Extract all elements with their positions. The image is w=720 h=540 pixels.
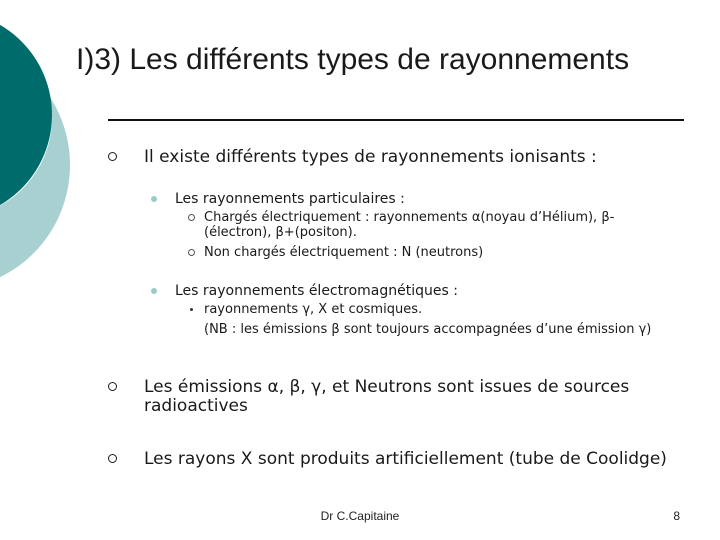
dot-bullet-icon — [151, 196, 157, 202]
item-text: (NB : les émissions β sont toujours accompagnées d’une émission γ) — [204, 322, 652, 337]
small-circle-bullet-icon — [188, 249, 195, 256]
small-dot-bullet-icon — [190, 308, 193, 311]
intro-text: Il existe différents types de rayonnements ionisants : — [144, 147, 597, 167]
title-underline — [108, 119, 684, 121]
item-text: rayonnements γ, X et cosmiques. — [204, 302, 423, 317]
footer-author: Dr C.Capitaine — [320, 509, 400, 523]
item-text: Non chargés électriquement : N (neutrons) — [204, 245, 484, 260]
hollow-circle-bullet-icon — [108, 382, 117, 391]
bullet-text: Les rayons X sont produits artificiellement (tube de Coolidge) — [144, 449, 667, 469]
small-circle-bullet-icon — [188, 214, 195, 221]
bullet-text: Les émissions α, β, γ, et Neutrons sont issues de sources radioactives — [144, 377, 630, 416]
item-text: Chargés électriquement : rayonnements α(noyau d’Hélium), β-(électron), β+(positon). — [204, 210, 615, 240]
dot-bullet-icon — [151, 288, 157, 294]
section-heading: Les rayonnements particulaires : — [175, 191, 405, 207]
page-number: 8 — [673, 509, 680, 523]
section-heading: Les rayonnements électromagnétiques : — [175, 283, 458, 299]
slide-title: I)3) Les différents types de rayonnements — [76, 43, 630, 76]
hollow-circle-bullet-icon — [108, 454, 117, 463]
hollow-circle-bullet-icon — [108, 152, 117, 161]
